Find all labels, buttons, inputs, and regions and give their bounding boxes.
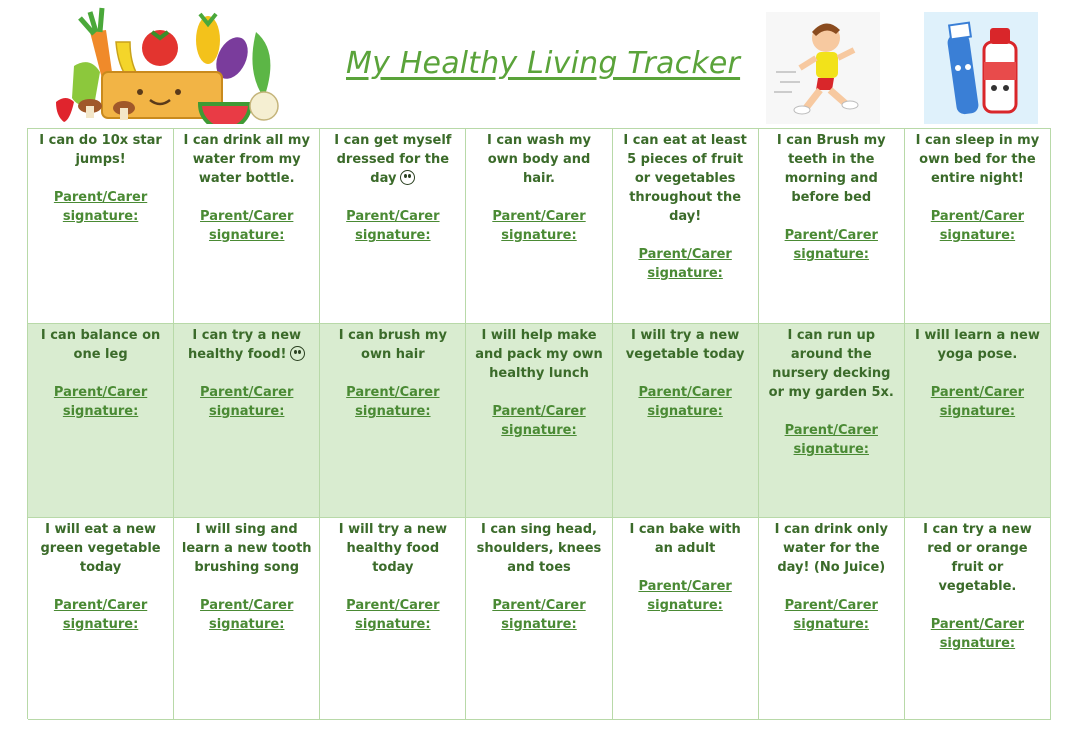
tracker-cell (466, 324, 612, 518)
task-label: I can Brush my teeth in the morning and before bed (776, 133, 886, 205)
task-text (34, 131, 167, 169)
tracker-cell (759, 129, 905, 324)
signature-label: Parent/Carer signature: (638, 247, 732, 281)
tracker-cell (320, 324, 466, 518)
tracker-cell (174, 129, 320, 324)
tracker-cell (28, 518, 174, 720)
task-text (619, 326, 752, 364)
task-label: I can run up around the nursery decking or my garden 5x. (768, 328, 894, 400)
tracker-cell (320, 518, 466, 720)
task-text (472, 131, 605, 188)
task-label: I can brush my own hair (338, 328, 447, 362)
task-label: I will try a new healthy food today (338, 522, 447, 575)
tracker-cell (905, 129, 1051, 324)
vegetable-basket-icon (50, 2, 286, 124)
signature-label: Parent/Carer signature: (492, 598, 586, 632)
signature-label: Parent/Carer signature: (930, 385, 1025, 419)
task-text (180, 326, 313, 364)
task-label: I will learn a new yoga pose. (914, 328, 1040, 362)
task-label: I can bake with an adult (629, 522, 741, 556)
signature-label: Parent/Carer signature: (638, 385, 732, 419)
signature-label: Parent/Carer signature: (784, 228, 878, 262)
tracker-cell (613, 518, 759, 720)
task-text (911, 520, 1044, 596)
task-label: I can eat at least 5 pieces of fruit or vegetables throughout the day! (623, 133, 747, 224)
signature-label: Parent/Carer signature: (346, 385, 440, 419)
signature-label: Parent/Carer signature: (200, 209, 294, 243)
tracker-cell (466, 129, 612, 324)
signature-label: Parent/Carer signature: (53, 190, 148, 224)
task-text (326, 131, 459, 188)
task-label: I will try a new vegetable today (625, 328, 745, 362)
signature-label: Parent/Carer signature: (200, 598, 294, 632)
tracker-cell (466, 518, 612, 720)
smiley-icon (400, 170, 415, 185)
task-label: I can try a new healthy food! (187, 328, 302, 362)
smiley-icon (290, 346, 305, 361)
signature-label: Parent/Carer signature: (492, 404, 586, 438)
task-label: I can get myself dressed for the day (334, 133, 452, 186)
tracker-cell (28, 129, 174, 324)
task-text (34, 520, 167, 577)
task-label: I can sleep in my own bed for the entire night! (915, 133, 1040, 186)
task-label: I can do 10x star jumps! (39, 133, 162, 167)
signature-label: Parent/Carer signature: (346, 209, 440, 243)
tracker-cell (905, 518, 1051, 720)
tracker-cell (759, 518, 905, 720)
tracker-cell (613, 129, 759, 324)
task-label: I will help make and pack my own healthy lunch (475, 328, 603, 381)
signature-label: Parent/Carer signature: (492, 209, 586, 243)
header (0, 0, 1080, 128)
task-label: I can sing head, shoulders, knees and toes (476, 522, 602, 575)
tracker-cell (28, 324, 174, 518)
signature-label: Parent/Carer signature: (346, 598, 440, 632)
task-text (180, 131, 313, 188)
tracker-cell (759, 324, 905, 518)
task-label: I can wash my own body and hair. (487, 133, 591, 186)
signature-label: Parent/Carer signature: (930, 209, 1025, 243)
tracker-cell (905, 324, 1051, 518)
task-text (34, 326, 167, 364)
signature-label: Parent/Carer signature: (930, 617, 1025, 651)
task-text (765, 520, 898, 577)
task-text (326, 326, 459, 364)
tracker-grid (27, 128, 1051, 719)
signature-label: Parent/Carer signature: (53, 385, 148, 419)
task-text (472, 520, 605, 577)
task-text (765, 326, 898, 402)
task-text (911, 131, 1044, 188)
task-text (765, 131, 898, 207)
task-label: I can drink only water for the day! (No Juice) (774, 522, 888, 575)
tracker-cell (174, 518, 320, 720)
page-title: My Healthy Living Tracker (346, 46, 741, 81)
task-text (911, 326, 1044, 364)
task-text (472, 326, 605, 383)
tracker-cell (320, 129, 466, 324)
signature-label: Parent/Carer signature: (200, 385, 294, 419)
task-label: I can balance on one leg (40, 328, 161, 362)
task-label: I will sing and learn a new tooth brushing song (181, 522, 312, 575)
signature-label: Parent/Carer signature: (784, 423, 878, 457)
tracker-cell (174, 324, 320, 518)
task-label: I can drink all my water from my water bottle. (183, 133, 310, 186)
task-text (619, 131, 752, 226)
signature-label: Parent/Carer signature: (638, 579, 732, 613)
signature-label: Parent/Carer signature: (53, 598, 148, 632)
signature-label: Parent/Carer signature: (784, 598, 878, 632)
task-text (180, 520, 313, 577)
task-label: I can try a new red or orange fruit or vegetable. (923, 522, 1032, 594)
tracker-cell (613, 324, 759, 518)
running-child-icon (766, 12, 880, 124)
task-label: I will eat a new green vegetable today (40, 522, 161, 575)
task-text (619, 520, 752, 558)
toothbrush-toothpaste-icon (924, 12, 1038, 124)
task-text (326, 520, 459, 577)
